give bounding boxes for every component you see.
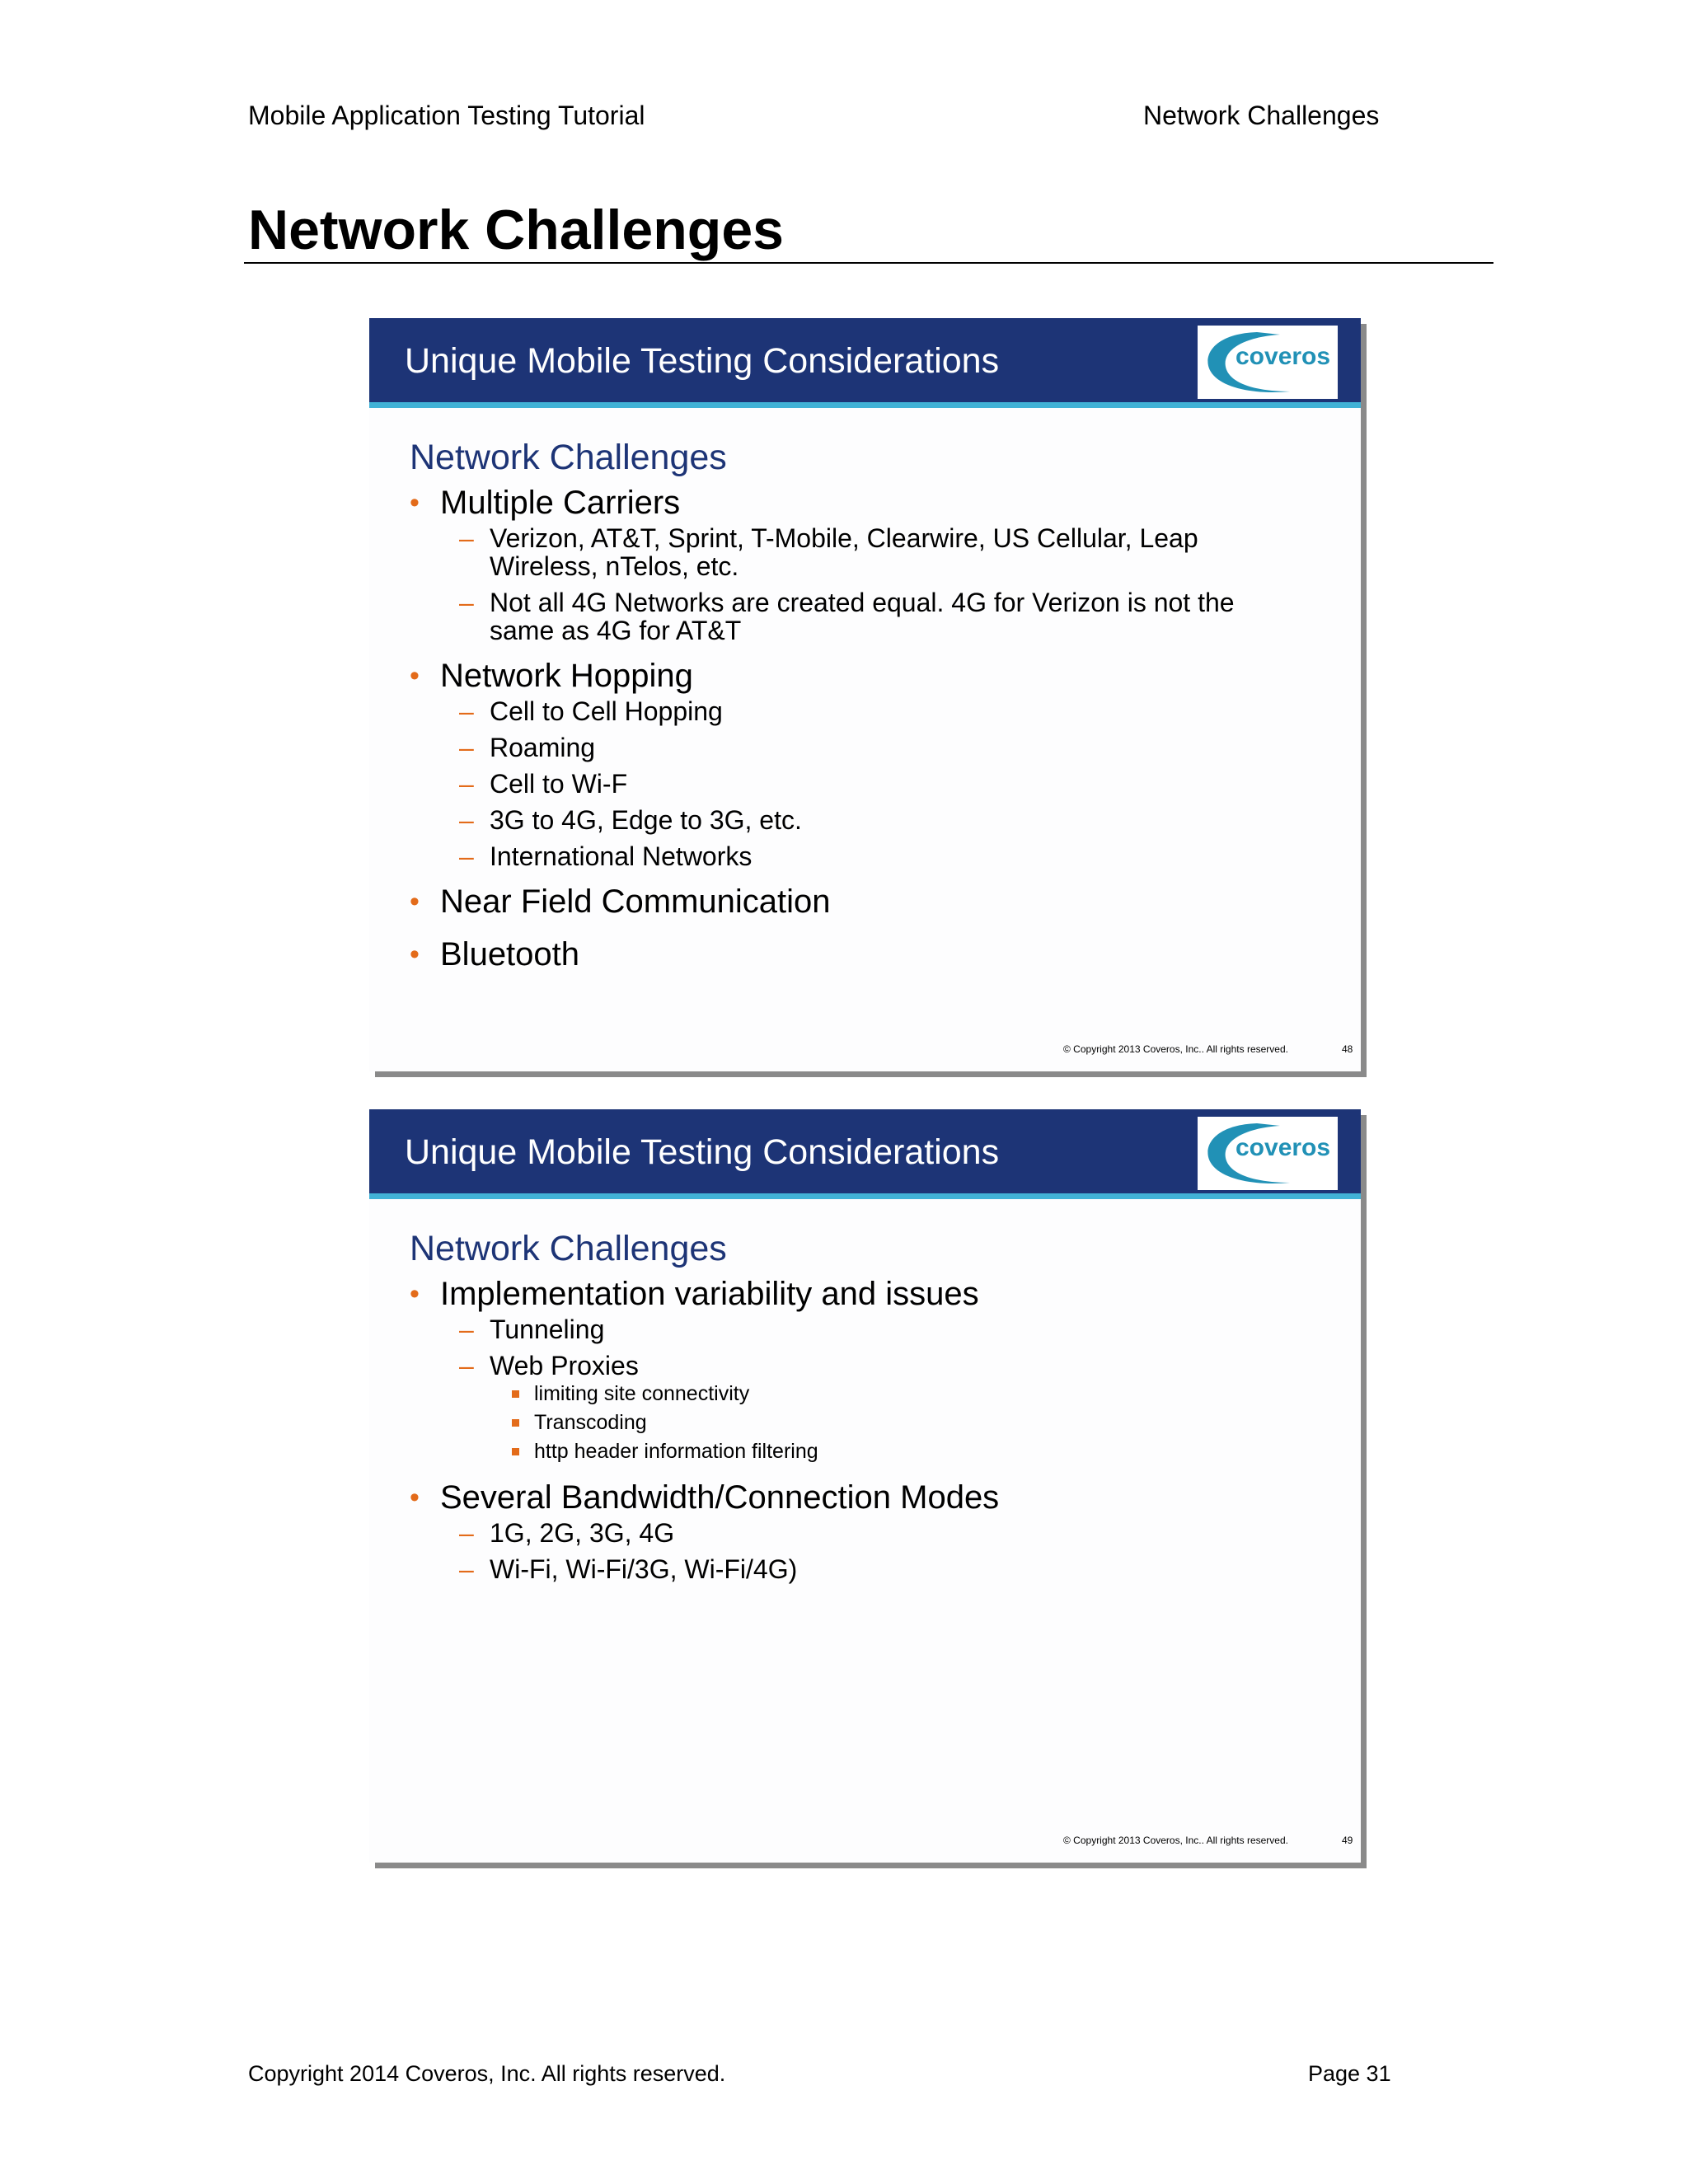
- sub-bullet: [410, 842, 1235, 870]
- sub-bullet-text: 3G to 4G, Edge to 3G, etc.: [490, 805, 802, 835]
- slide-header-stripe: [369, 1193, 1361, 1199]
- slide-subtitle: Network Challenges: [410, 1229, 727, 1268]
- slide-header-title: Unique Mobile Testing Considerations: [405, 1132, 1000, 1172]
- sub-bullet-text: Not all 4G Networks are created equal. 4G for Verizon is not the: [490, 588, 1235, 617]
- bullet: [410, 483, 1235, 523]
- dash-icon: –: [459, 769, 474, 799]
- sub-bullet: [410, 806, 1235, 834]
- bullet-text: Implementation variability and issues: [440, 1276, 979, 1312]
- sub-bullet: [410, 770, 1235, 798]
- bullet: [410, 882, 1235, 921]
- coveros-logo: [1198, 326, 1338, 399]
- bullet-text: Multiple Carriers: [440, 485, 681, 521]
- logo-text: coveros: [1236, 1134, 1331, 1161]
- bullet: [410, 1478, 999, 1517]
- dash-icon: –: [459, 1351, 474, 1380]
- sub-bullet-continuation: [410, 616, 1235, 644]
- dash-icon: –: [459, 841, 474, 871]
- running-header-left: Mobile Application Testing Tutorial: [248, 101, 645, 130]
- bullet: [410, 1274, 999, 1314]
- page-number: Page 31: [1308, 2061, 1391, 2086]
- logo-swoosh-icon: [1198, 1117, 1338, 1190]
- dash-icon: –: [459, 1518, 474, 1548]
- slide-header: [369, 1109, 1361, 1193]
- slide-number: 49: [1342, 1835, 1353, 1846]
- sub-bullet-text: Tunneling: [490, 1315, 605, 1344]
- slide-copyright: © Copyright 2013 Coveros, Inc.. All rights reserved.: [1063, 1835, 1288, 1846]
- dash-icon: –: [459, 733, 474, 762]
- slide-subtitle: Network Challenges: [410, 438, 727, 477]
- bullet: [410, 656, 1235, 696]
- sub-bullet-text: Cell to Wi-F: [490, 769, 628, 799]
- sub-bullet-text: 1G, 2G, 3G, 4G: [490, 1518, 675, 1548]
- slide-copyright: © Copyright 2013 Coveros, Inc.. All rights reserved.: [1063, 1043, 1288, 1055]
- dash-icon: –: [459, 1554, 474, 1584]
- sub-bullet-text: same as 4G for AT&T: [490, 616, 742, 645]
- bullet-text: Network Hopping: [440, 658, 693, 694]
- bullet-dot-icon: •: [410, 939, 420, 970]
- bullet-dot-icon: •: [410, 1278, 420, 1310]
- bullet: [410, 935, 1235, 974]
- bullet-dot-icon: •: [410, 487, 420, 518]
- slide-header-stripe: [369, 402, 1361, 408]
- sub-bullet: [410, 588, 1235, 616]
- slide-number: 48: [1342, 1043, 1353, 1055]
- sub-sub-bullet-text: Transcoding: [534, 1411, 647, 1434]
- dash-icon: –: [459, 1315, 474, 1344]
- sub-bullet: [410, 1352, 999, 1380]
- sub-sub-bullet-text: http header information filtering: [534, 1440, 818, 1463]
- logo-swoosh-icon: [1198, 326, 1338, 399]
- bullet-text: Bluetooth: [440, 936, 580, 972]
- sub-sub-bullet: [410, 1408, 999, 1437]
- sub-bullet: [410, 697, 1235, 725]
- sub-bullet-text: Web Proxies: [490, 1351, 639, 1380]
- sub-bullet-text: International Networks: [490, 841, 753, 871]
- sub-sub-bullet: [410, 1437, 999, 1466]
- sub-bullet: [410, 524, 1235, 552]
- slide-48: [369, 318, 1361, 1071]
- sub-bullet-continuation: [410, 552, 1235, 580]
- dash-icon: –: [459, 696, 474, 726]
- sub-bullet-text: Roaming: [490, 733, 596, 762]
- sub-bullet-text: Wireless, nTelos, etc.: [490, 551, 739, 581]
- sub-bullet: [410, 733, 1235, 762]
- dash-icon: –: [459, 805, 474, 835]
- sub-bullet: [410, 1315, 999, 1343]
- sub-sub-bullet: [410, 1380, 999, 1408]
- logo-text: coveros: [1236, 343, 1331, 370]
- sub-bullet: [410, 1555, 999, 1583]
- page-footer-copyright: Copyright 2014 Coveros, Inc. All rights reserved.: [248, 2061, 726, 2086]
- page-title: Network Challenges: [248, 199, 784, 261]
- square-bullet-icon: [512, 1419, 519, 1427]
- sub-bullet-text: Cell to Cell Hopping: [490, 696, 723, 726]
- bullet-list: [410, 1274, 999, 1583]
- bullet-list: [410, 483, 1235, 976]
- title-rule: [244, 262, 1493, 264]
- coveros-logo: [1198, 1117, 1338, 1190]
- sub-bullet-text: Wi-Fi, Wi-Fi/3G, Wi-Fi/4G): [490, 1554, 798, 1584]
- sub-sub-bullet-text: limiting site connectivity: [534, 1382, 750, 1405]
- bullet-text: Near Field Communication: [440, 883, 831, 920]
- bullet-dot-icon: •: [410, 886, 420, 917]
- dash-icon: –: [459, 523, 474, 553]
- dash-icon: –: [459, 588, 474, 617]
- square-bullet-icon: [512, 1448, 519, 1455]
- bullet-dot-icon: •: [410, 660, 420, 691]
- sub-bullet-text: Verizon, AT&T, Sprint, T-Mobile, Clearwire, US Cellular, Leap: [490, 523, 1198, 553]
- square-bullet-icon: [512, 1390, 519, 1398]
- bullet-dot-icon: •: [410, 1482, 420, 1513]
- slide-49: [369, 1109, 1361, 1863]
- slide-header: [369, 318, 1361, 402]
- bullet-text: Several Bandwidth/Connection Modes: [440, 1479, 1000, 1516]
- sub-bullet: [410, 1519, 999, 1547]
- slide-header-title: Unique Mobile Testing Considerations: [405, 341, 1000, 381]
- running-header-right: Network Challenges: [1143, 101, 1380, 130]
